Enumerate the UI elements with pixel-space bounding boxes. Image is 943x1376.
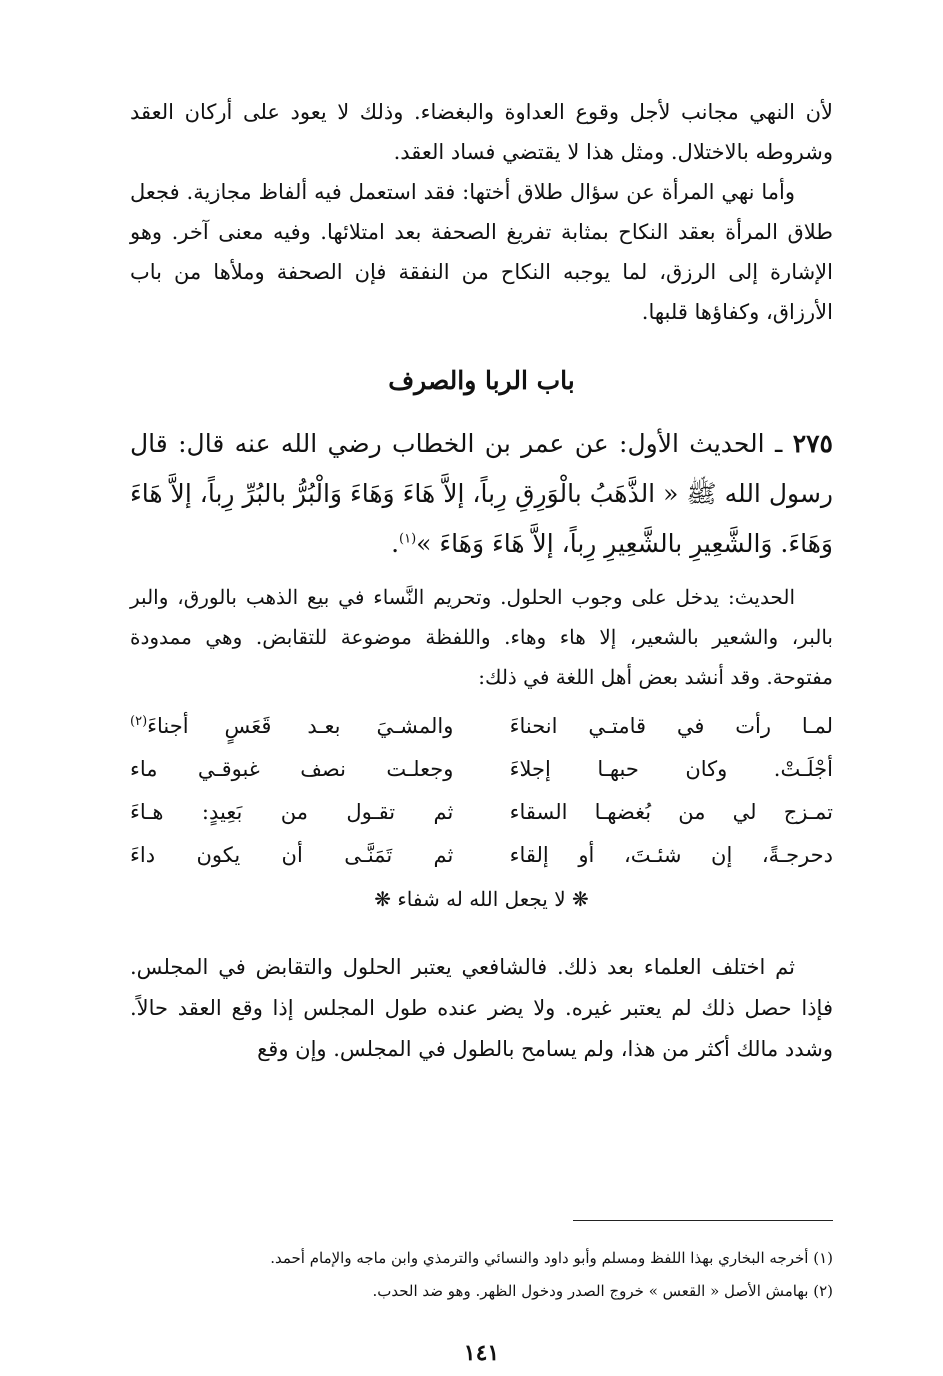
hadith-end: . bbox=[391, 529, 400, 558]
intro-paragraph-1: لأن النهي مجانب لأجل وقوع العداوة والبغضاء. وذلك لا يعود على أركان العقد وشروطه بالاختلال. ومثل هذا لا يقتضي فساد العقد. bbox=[130, 100, 833, 164]
verse-second-hemistich bbox=[130, 705, 453, 748]
poem-verse bbox=[130, 791, 833, 834]
footnote-ref-2: (٢) bbox=[130, 714, 148, 729]
footnote-1: (١) أخرجه البخاري بهذا اللفظ ومسلم وأبو داود والنسائي والترمذي وابن ماجه والإمام أحمد. bbox=[270, 1249, 833, 1267]
hadith-body: ـ الحديث الأول: عن عمر بن الخطاب رضي الله عنه قال: قال رسول الله ﷺ « الذَّهَبُ بالْوَرِقِ رِباً، إلاَّ هَاءَ وَهَاءَ وَالْبُرُّ بالبُرِّ رِباً، إلاَّ هَاءَ وَهَاءَ. وَالشَّعِيرِ بالشَّعِيرِ رِباً، إلاَّ هَاءَ وَهَاءَ » bbox=[130, 429, 833, 558]
hadith-text bbox=[130, 419, 833, 569]
verse-first-hemistich: دحرجـةً، إن شئـتَ، أو إلقاء bbox=[509, 843, 833, 867]
footnotes bbox=[130, 1242, 833, 1308]
verse-first-hemistich: تمـزج لي من بُغضهـا السقاء bbox=[509, 800, 833, 824]
poem-verse bbox=[130, 834, 833, 877]
poem bbox=[130, 705, 833, 921]
intro-paragraph-2: وأما نهي المرأة عن سؤال طلاق أختها: فقد استعمل فيه ألفاظ مجازية. فجعل طلاق المرأة بعقد النكاح بمثابة تفريغ الصحفة بعد امتلائها. وفيه معنى آخر. وهو الإشارة إلى الرزق، لما يوجبه النكاح من النفقة فإن الصحفة وملأها من باب الأرزاق، وكفاؤها قلبها. bbox=[130, 180, 833, 324]
footnote-ref-1: (١) bbox=[399, 531, 417, 547]
verse-second-hemistich-text: والمشـيَ بعـد قَعَسٍ أجناءَ bbox=[147, 714, 454, 738]
verse-second-hemistich: ثم تَمَنَّـى أن يكون داءَ bbox=[130, 843, 454, 867]
footnote-2: (٢) بهامش الأصل « القعس » خروج الصدر ودخول الظهر. وهو ضد الحدب. bbox=[372, 1282, 833, 1300]
page-number: ١٤١ bbox=[463, 1340, 500, 1366]
verse-second-hemistich: وجعلـت نصف غبوقـي ماء bbox=[130, 757, 454, 781]
hadith-number: ٢٧٥ bbox=[792, 429, 833, 458]
poem-verse bbox=[130, 748, 833, 791]
verse-first-hemistich: لمـا رأت في قامتـي انحناءَ bbox=[509, 714, 833, 738]
closing-paragraph: ثم اختلف العلماء بعد ذلك. فالشافعي يعتبر الحلول والتقابض في المجلس. فإذا حصل ذلك لم يعتبر غيره. ولا يضر عنده طول المجلس إذا وقع العقد حالاً. وشدد مالك أكثر من هذا، ولم يسامح بالطول في المجلس. وإن وقع bbox=[130, 955, 833, 1061]
chapter-title: باب الربا والصرف bbox=[388, 366, 575, 395]
commentary-paragraph: الحديث: يدخل على وجوب الحلول. وتحريم النَّساء في بيع الذهب بالورق، والبر بالبر، والشعير بالشعير، إلا هاء وهاء. واللفظة موضوعة للتقابض. وهي ممدودة مفتوحة. وقد أنشد بعض أهل اللغة في ذلك: bbox=[130, 585, 833, 689]
footnote-divider bbox=[573, 1220, 833, 1221]
page-body bbox=[130, 92, 833, 1376]
poem-verse bbox=[130, 705, 833, 748]
poem-closing-line: ❋ لا يجعل الله له شفاء ❋ bbox=[374, 887, 589, 911]
verse-second-hemistich: ثم تقـول من بَعِيدٍ: هـاءَ bbox=[130, 800, 454, 824]
verse-first-hemistich: أجْلَـتْ. وكان حبهـا إجلاءَ bbox=[509, 757, 833, 781]
